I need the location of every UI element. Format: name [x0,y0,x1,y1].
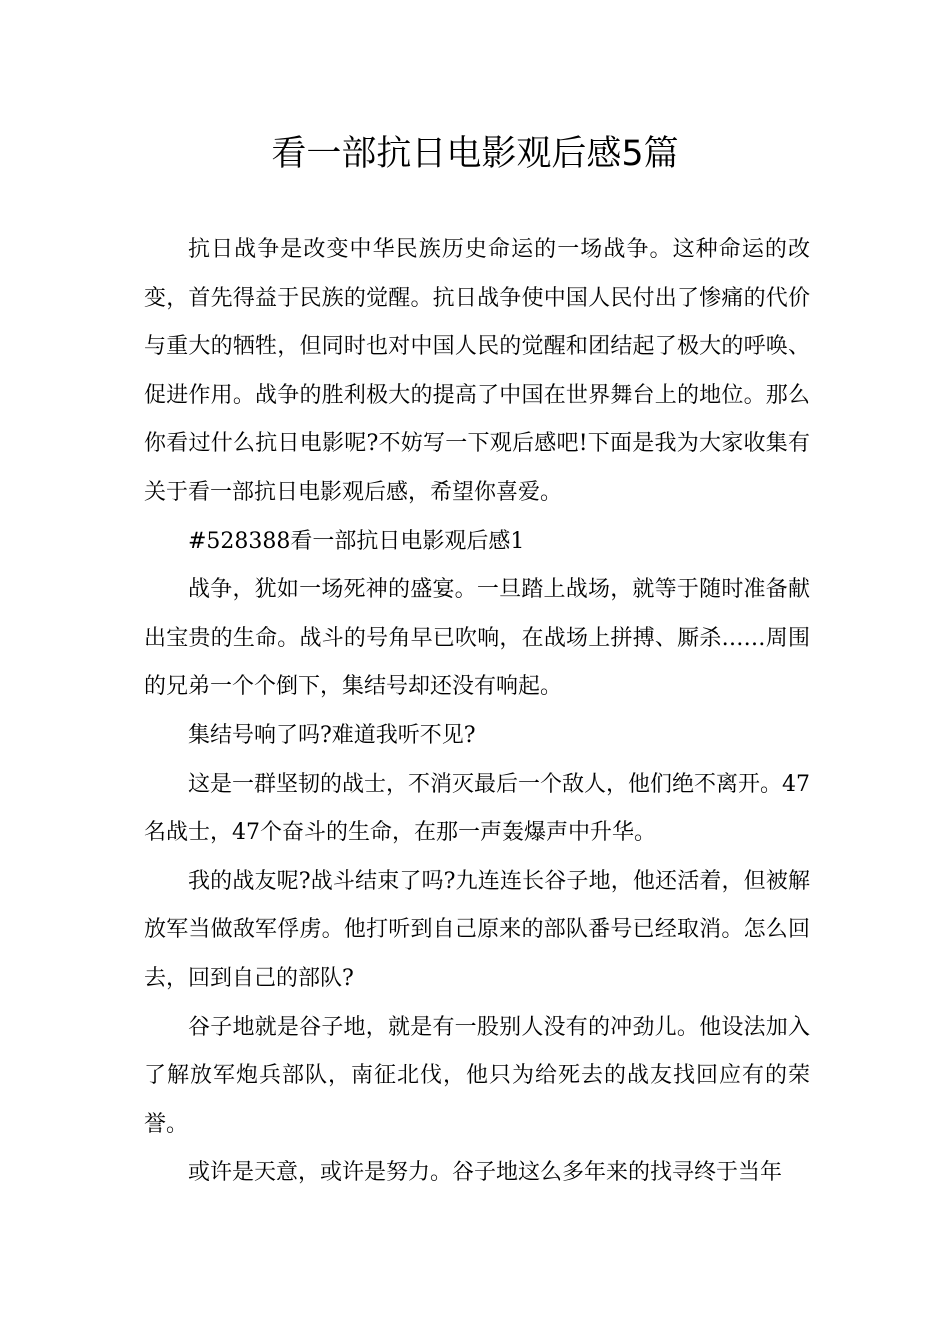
body-paragraph: 战争，犹如一场死神的盛宴。一旦踏上战场，就等于随时准备献出宝贵的生命。战斗的号角早已吹响，在战场上拼搏、厮杀……周围的兄弟一个个倒下，集结号却还没有响起。 [144,577,810,700]
document-title: 看一部抗日电影观后感5篇 [271,134,679,174]
document-body [144,226,810,1198]
section-heading: #528388看一部抗日电影观后感1 [188,528,525,554]
body-paragraph: 这是一群坚韧的战士，不消灭最后一个敌人，他们绝不离开。47名战士，47个奋斗的生命，在那一声轰爆声中升华。 [144,771,810,846]
body-paragraph: 集结号响了吗?难道我听不见? [188,722,476,748]
body-paragraph: 我的战友呢?战斗结束了吗?九连连长谷子地，他还活着，但被解放军当做敌军俘虏。他打听到自己原来的部队番号已经取消。怎么回去，回到自己的部队? [144,868,810,991]
body-paragraph: 谷子地就是谷子地，就是有一股别人没有的冲劲儿。他设法加入了解放军炮兵部队，南征北伐，他只为给死去的战友找回应有的荣誉。 [144,1014,810,1137]
intro-paragraph: 抗日战争是改变中华民族历史命运的一场战争。这种命运的改变，首先得益于民族的觉醒。抗日战争使中国人民付出了惨痛的代价与重大的牺牲，但同时也对中国人民的觉醒和团结起了极大的呼唤、促进作用。战争的胜利极大的提高了中国在世界舞台上的地位。那么你看过什么抗日电影呢?不妨写一下观后感吧!下面是我为大家收集有关于看一部抗日电影观后感，希望你喜爱。 [144,237,810,505]
body-paragraph: 或许是天意，或许是努力。谷子地这么多年来的找寻终于当年 [188,1160,783,1186]
